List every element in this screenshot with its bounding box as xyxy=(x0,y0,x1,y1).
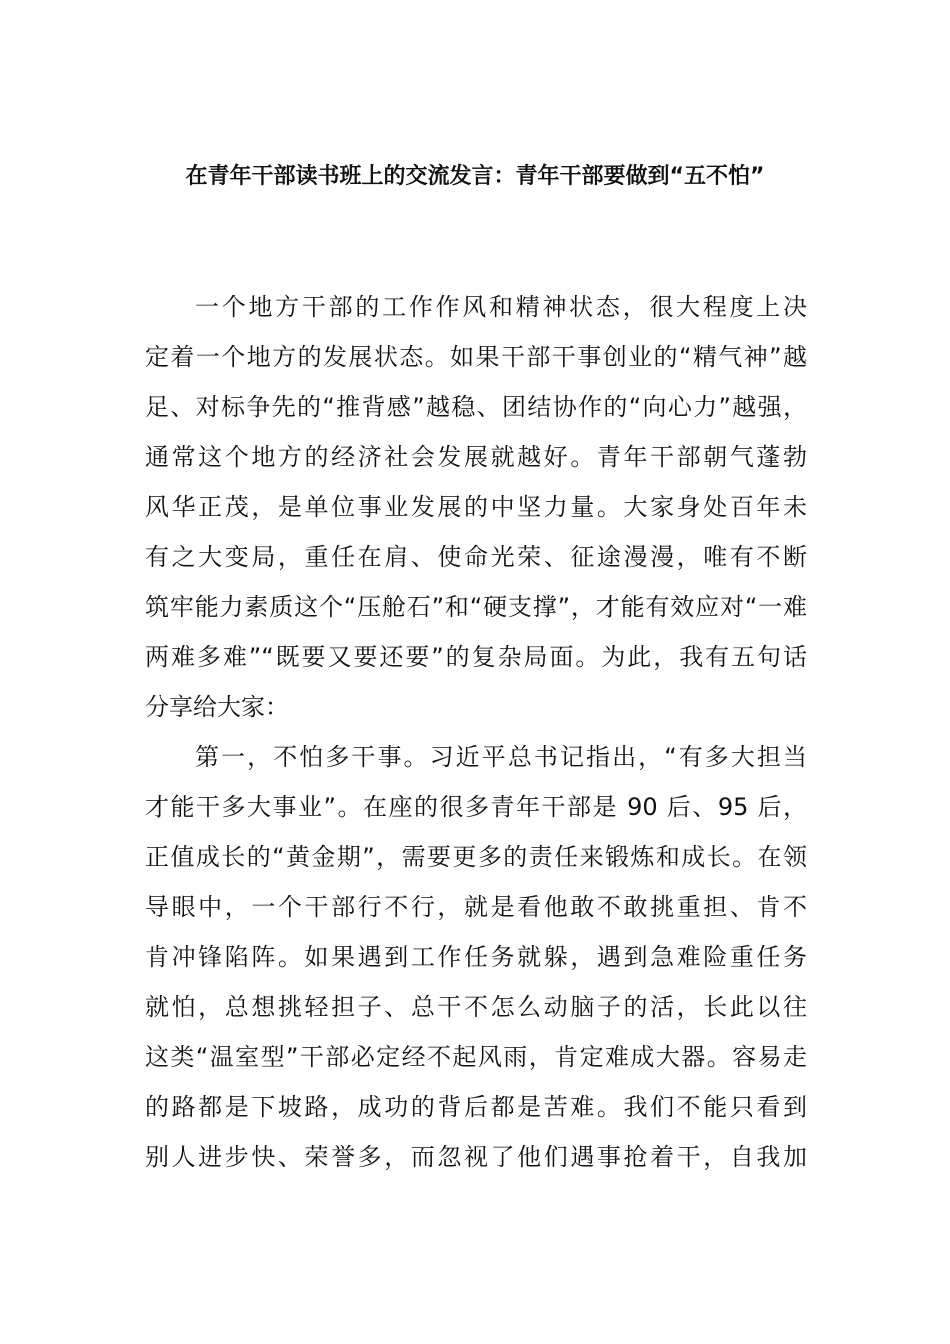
paragraph-1-line-5: 风华正茂，是单位事业发展的中坚力量。大家身处百年未 xyxy=(145,493,807,521)
document-title: 在青年干部读书班上的交流发言：青年干部要做到“五不怕” xyxy=(185,164,765,189)
paragraph-2-line-9: 别人进步快、荣誉多，而忽视了他们遇事抢着干，自我加 xyxy=(145,1143,807,1171)
paragraph-2-line-1: 第一，不怕多干事。习近平总书记指出，“有多大担当 xyxy=(195,743,807,771)
paragraph-2-line-4: 导眼中，一个干部行不行，就是看他敢不敢挑重担、肯不 xyxy=(145,893,807,921)
paragraph-1-line-1: 一个地方干部的工作作风和精神状态，很大程度上决 xyxy=(195,293,807,321)
document-body xyxy=(145,282,807,1182)
paragraph-2-line-5: 肯冲锋陷阵。如果遇到工作任务就躲，遇到急难险重任务 xyxy=(145,943,807,971)
paragraph-1-line-7: 筑牢能力素质这个“压舱石”和“硬支撑”，才能有效应对“一难 xyxy=(145,593,807,621)
paragraph-1-line-2: 定着一个地方的发展状态。如果干部干事创业的“精气神”越 xyxy=(145,343,807,371)
paragraph-1-line-4: 通常这个地方的经济社会发展就越好。青年干部朝气蓬勃 xyxy=(145,443,807,471)
paragraph-1-line-6: 有之大变局，重任在肩、使命光荣、征途漫漫，唯有不断 xyxy=(145,543,807,571)
paragraph-1-line-3: 足、对标争先的“推背感”越稳、团结协作的“向心力”越强， xyxy=(145,393,807,421)
paragraph-2-line-2: 才能干多大事业”。在座的很多青年干部是 90 后、95 后， xyxy=(145,793,807,821)
paragraph-2-line-3: 正值成长的“黄金期”，需要更多的责任来锻炼和成长。在领 xyxy=(145,843,807,871)
paragraph-2-line-7: 这类“温室型”干部必定经不起风雨，肯定难成大器。容易走 xyxy=(145,1043,807,1071)
paragraph-1-line-9: 分享给大家： xyxy=(145,693,289,721)
paragraph-1-line-8: 两难多难”“既要又要还要”的复杂局面。为此，我有五句话 xyxy=(145,643,807,671)
paragraph-2-line-8: 的路都是下坡路，成功的背后都是苦难。我们不能只看到 xyxy=(145,1093,807,1121)
paragraph-2-line-6: 就怕，总想挑轻担子、总干不怎么动脑子的活，长此以往 xyxy=(145,993,807,1021)
